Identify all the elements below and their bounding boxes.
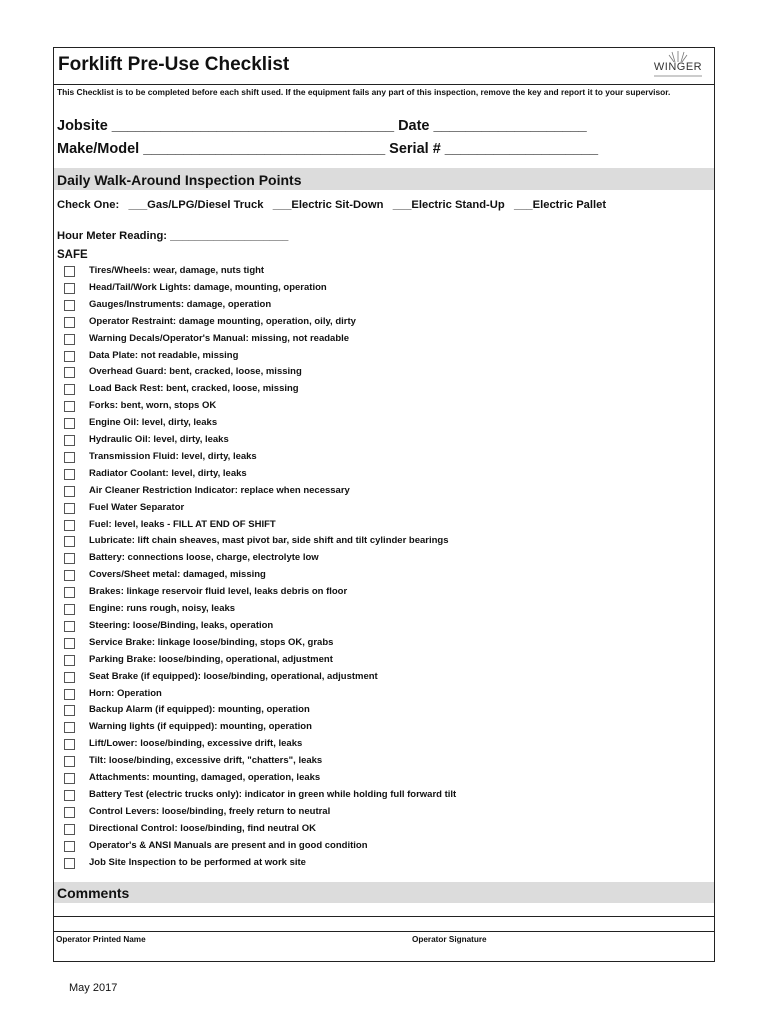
checklist-item-label: Transmission Fluid: level, dirty, leaks [89, 450, 257, 462]
checklist-item [54, 602, 704, 619]
checklist-checkbox[interactable] [64, 739, 75, 750]
checklist-item [54, 822, 704, 839]
checklist-item [54, 450, 704, 467]
checklist-item-label: Forks: bent, worn, stops OK [89, 400, 217, 412]
inspection-section-header [54, 168, 714, 190]
checklist-item [54, 754, 704, 771]
form-title: Forklift Pre-Use Checklist [58, 54, 290, 75]
checklist-checkbox[interactable] [64, 570, 75, 581]
checklist-item [54, 298, 704, 315]
jobsite-date-line[interactable]: Jobsite ___________________________________ Date ___________________ [57, 118, 587, 134]
printed-name-label: Operator Printed Name [56, 935, 146, 944]
checklist-checkbox[interactable] [64, 300, 75, 311]
checklist-checkbox[interactable] [64, 689, 75, 700]
checklist-item [54, 365, 704, 382]
checklist-item [54, 839, 704, 856]
checklist-item-label: Gauges/Instruments: damage, operation [89, 298, 272, 310]
checklist-checkbox[interactable] [64, 520, 75, 531]
checklist-checkbox[interactable] [64, 638, 75, 649]
checklist-checkbox[interactable] [64, 418, 75, 429]
checklist-item-label: Job Site Inspection to be performed at work site [89, 856, 306, 868]
checklist-item-label: Service Brake: linkage loose/binding, stops OK, grabs [89, 636, 334, 648]
checklist-checkbox[interactable] [64, 841, 75, 852]
checklist-form [53, 47, 715, 962]
checklist-item-label: Steering: loose/Binding, leaks, operation [89, 619, 274, 631]
comments-section-header [54, 882, 714, 903]
checklist-item-label: Operator Restraint: damage mounting, operation, oily, dirty [89, 315, 356, 327]
checklist-checkbox[interactable] [64, 317, 75, 328]
hour-meter-field[interactable]: Hour Meter Reading: ___________________ [57, 230, 289, 242]
checklist-checkbox[interactable] [64, 655, 75, 666]
checklist-item [54, 568, 704, 585]
checklist-item [54, 484, 704, 501]
intro-text: This Checklist is to be completed before each shift used. If the equipment fails any part of this inspection, remove the key and report it to your supervisor. [57, 87, 671, 97]
checklist-item [54, 619, 704, 636]
checklist-item [54, 585, 704, 602]
checklist-checkbox[interactable] [64, 283, 75, 294]
checklist-item-label: Horn: Operation [89, 687, 162, 699]
checklist-item [54, 551, 704, 568]
checklist-item [54, 264, 704, 281]
truck-type-selector[interactable]: Check One: ___Gas/LPG/Diesel Truck ___Electric Sit-Down ___Electric Stand-Up ___Electric Pallet [57, 199, 607, 211]
checklist-item [54, 636, 704, 653]
checklist-item [54, 518, 704, 535]
checklist-checkbox[interactable] [64, 858, 75, 869]
make-serial-line[interactable]: Make/Model ______________________________ Serial # ___________________ [57, 141, 599, 157]
checklist-item [54, 737, 704, 754]
checklist-item-label: Radiator Coolant: level, dirty, leaks [89, 467, 247, 479]
checklist-checkbox[interactable] [64, 486, 75, 497]
inspection-section-title: Daily Walk-Around Inspection Points [57, 172, 302, 188]
checklist-item [54, 315, 704, 332]
checklist-checkbox[interactable] [64, 705, 75, 716]
logo-text: WINGER [653, 61, 703, 73]
safe-column-label: SAFE [57, 249, 88, 261]
checklist-item-label: Warning lights (if equipped): mounting, operation [89, 721, 312, 733]
checklist-checkbox[interactable] [64, 266, 75, 277]
checklist-item-label: Warning Decals/Operator's Manual: missing, not readable [89, 332, 350, 344]
signature-label: Operator Signature [412, 935, 487, 944]
checklist-checkbox[interactable] [64, 367, 75, 378]
checklist-item-label: Hydraulic Oil: level, dirty, leaks [89, 434, 229, 445]
checklist-item-label: Engine Oil: level, dirty, leaks [89, 417, 218, 429]
checklist-checkbox[interactable] [64, 621, 75, 632]
checklist-item-label: Air Cleaner Restriction Indicator: replace when necessary [89, 484, 350, 496]
checklist-item [54, 382, 704, 399]
signature-row-top [54, 931, 714, 932]
checklist-item-label: Head/Tail/Work Lights: damage, mounting, operation [89, 281, 327, 293]
checklist-item [54, 687, 704, 704]
checklist-item [54, 332, 704, 349]
checklist-item [54, 805, 704, 822]
checklist-checkbox[interactable] [64, 334, 75, 345]
footer-date: May 2017 [69, 982, 118, 994]
checklist-checkbox[interactable] [64, 587, 75, 598]
checklist-item-label: Brakes: linkage reservoir fluid level, leaks debris on floor [89, 586, 348, 598]
winger-logo [648, 50, 708, 80]
comments-line[interactable] [54, 916, 714, 917]
checklist-checkbox[interactable] [64, 384, 75, 395]
checklist-checkbox[interactable] [64, 469, 75, 480]
checklist-item-label: Tires/Wheels: wear, damage, nuts tight [89, 265, 265, 276]
checklist-item-label: Overhead Guard: bent, cracked, loose, missing [89, 366, 302, 378]
checklist-item-label: Control Levers: loose/binding, freely return to neutral [89, 805, 331, 817]
checklist-checkbox[interactable] [64, 503, 75, 514]
checklist-checkbox[interactable] [64, 773, 75, 784]
checklist-item-label: Engine: runs rough, noisy, leaks [89, 603, 236, 614]
checklist-checkbox[interactable] [64, 722, 75, 733]
checklist-checkbox[interactable] [64, 435, 75, 446]
checklist-item-label: Load Back Rest: bent, cracked, loose, missing [89, 383, 299, 395]
checklist-item [54, 501, 704, 518]
checklist-checkbox[interactable] [64, 401, 75, 412]
checklist-item-label: Battery: connections loose, charge, electrolyte low [89, 552, 319, 564]
checklist-item-label: Covers/Sheet metal: damaged, missing [89, 569, 266, 581]
checklist-item [54, 433, 704, 450]
checklist-checkbox[interactable] [64, 807, 75, 818]
checklist-checkbox[interactable] [64, 756, 75, 767]
checklist-item-label: Fuel: level, leaks - FILL AT END OF SHIFT [89, 518, 276, 530]
checklist-item-label: Operator's & ANSI Manuals are present and in good condition [89, 839, 368, 851]
checklist-item-label: Tilt: loose/binding, excessive drift, "chatters", leaks [89, 755, 323, 767]
form-header [54, 48, 714, 85]
checklist-item [54, 653, 704, 670]
checklist-checkbox[interactable] [64, 824, 75, 835]
checklist-checkbox[interactable] [64, 452, 75, 463]
checklist-item-label: Fuel Water Separator [89, 501, 185, 513]
checklist-item [54, 703, 704, 720]
checklist-item-label: Parking Brake: loose/binding, operational, adjustment [89, 653, 333, 665]
checklist-checkbox[interactable] [64, 604, 75, 615]
checklist-item [54, 416, 704, 433]
checklist-item-label: Lift/Lower: loose/binding, excessive drift, leaks [89, 738, 303, 750]
checklist-item [54, 771, 704, 788]
checklist-item-label: Directional Control: loose/binding, find neutral OK [89, 822, 316, 834]
checklist-item [54, 788, 704, 805]
checklist-item [54, 670, 704, 687]
checklist-item-label: Backup Alarm (if equipped): mounting, operation [89, 704, 310, 716]
checklist-item-label: Lubricate: lift chain sheaves, mast pivot bar, side shift and tilt cylinder bearings [89, 535, 449, 547]
checklist-item [54, 534, 704, 551]
checklist-item-label: Attachments: mounting, damaged, operation, leaks [89, 772, 321, 783]
checklist-item-label: Battery Test (electric trucks only): indicator in green while holding full forward tilt [89, 788, 457, 800]
checklist-checkbox[interactable] [64, 536, 75, 547]
checklist-item [54, 856, 704, 873]
checklist-checkbox[interactable] [64, 351, 75, 362]
comments-title: Comments [57, 885, 130, 901]
checklist-item [54, 399, 704, 416]
checklist-item [54, 720, 704, 737]
checklist-checkbox[interactable] [64, 790, 75, 801]
checklist-item-label: Data Plate: not readable, missing [89, 349, 239, 361]
checklist-checkbox[interactable] [64, 672, 75, 683]
checklist-item-label: Seat Brake (if equipped): loose/binding, operational, adjustment [89, 670, 378, 682]
checklist-checkbox[interactable] [64, 553, 75, 564]
checklist-item [54, 281, 704, 298]
checklist-item [54, 467, 704, 484]
checklist-item [54, 349, 704, 366]
